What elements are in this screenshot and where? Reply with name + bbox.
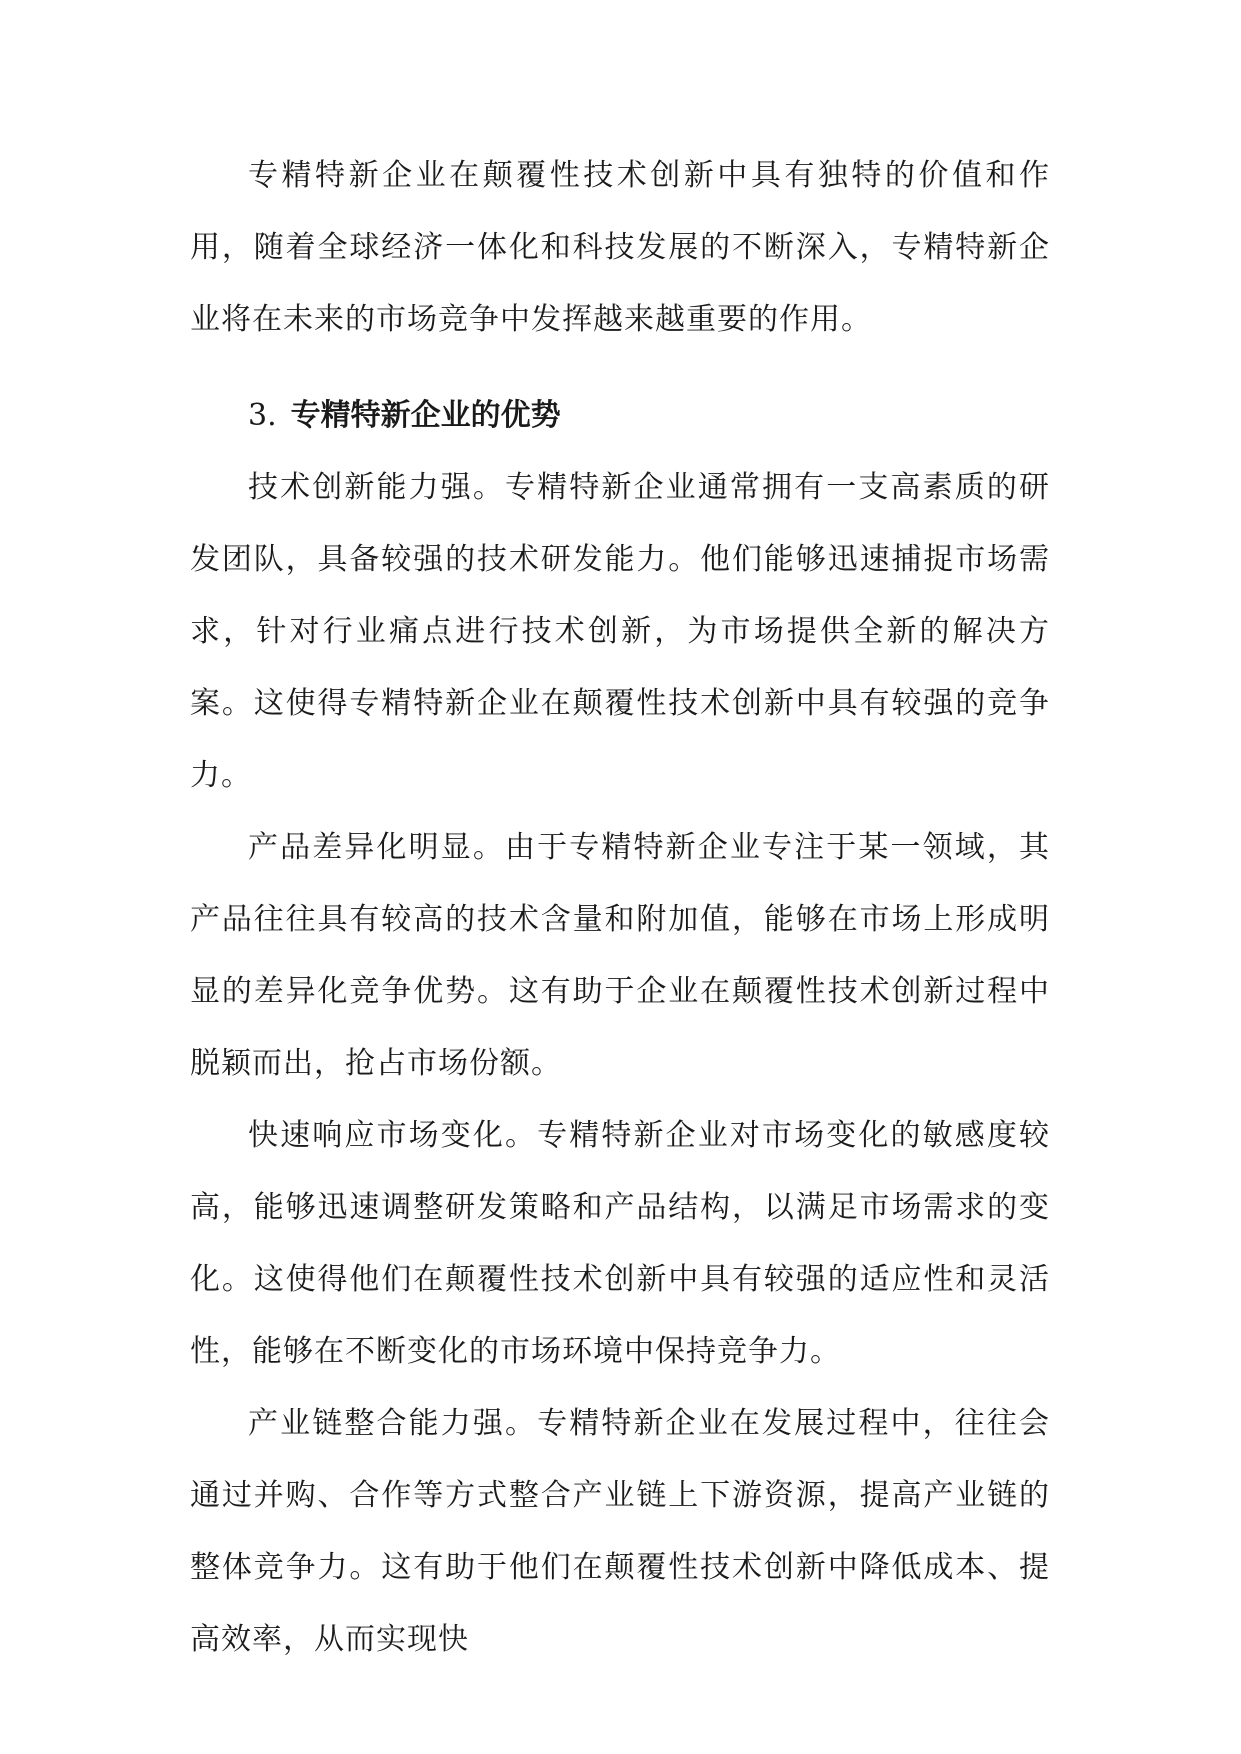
paragraph-product-differentiation: 产品差异化明显。由于专精特新企业专注于某一领域，其产品往往具有较高的技术含量和附加值，能够在市场上形成明显的差异化竞争优势。这有助于企业在颠覆性技术创新过程中脱颖而出，抢占市场份额。	[190, 830, 1050, 1081]
intro-paragraph: 专精特新企业在颠覆性技术创新中具有独特的价值和作用，随着全球经济一体化和科技发展的不断深入，专精特新企业将在未来的市场竞争中发挥越来越重要的作用。	[190, 158, 1050, 337]
paragraph-tech-innovation: 技术创新能力强。专精特新企业通常拥有一支高素质的研发团队，具备较强的技术研发能力。他们能够迅速捕捉市场需求，针对行业痛点进行技术创新，为市场提供全新的解决方案。这使得专精特新企业在颠覆性技术创新中具有较强的竞争力。	[190, 470, 1050, 793]
section-number: 3.	[248, 398, 277, 433]
paragraph-market-response: 快速响应市场变化。专精特新企业对市场变化的敏感度较高，能够迅速调整研发策略和产品结构，以满足市场需求的变化。这使得他们在颠覆性技术创新中具有较强的适应性和灵活性，能够在不断变化的市场环境中保持竞争力。	[190, 1118, 1050, 1369]
section-heading	[190, 380, 1050, 452]
document-page	[190, 140, 1050, 1676]
section-title: 专精特新企业的优势	[290, 398, 561, 433]
paragraph-industry-chain: 产业链整合能力强。专精特新企业在发展过程中，往往会通过并购、合作等方式整合产业链上下游资源，提高产业链的整体竞争力。这有助于他们在颠覆性技术创新中降低成本、提高效率，从而实现快	[190, 1406, 1050, 1657]
